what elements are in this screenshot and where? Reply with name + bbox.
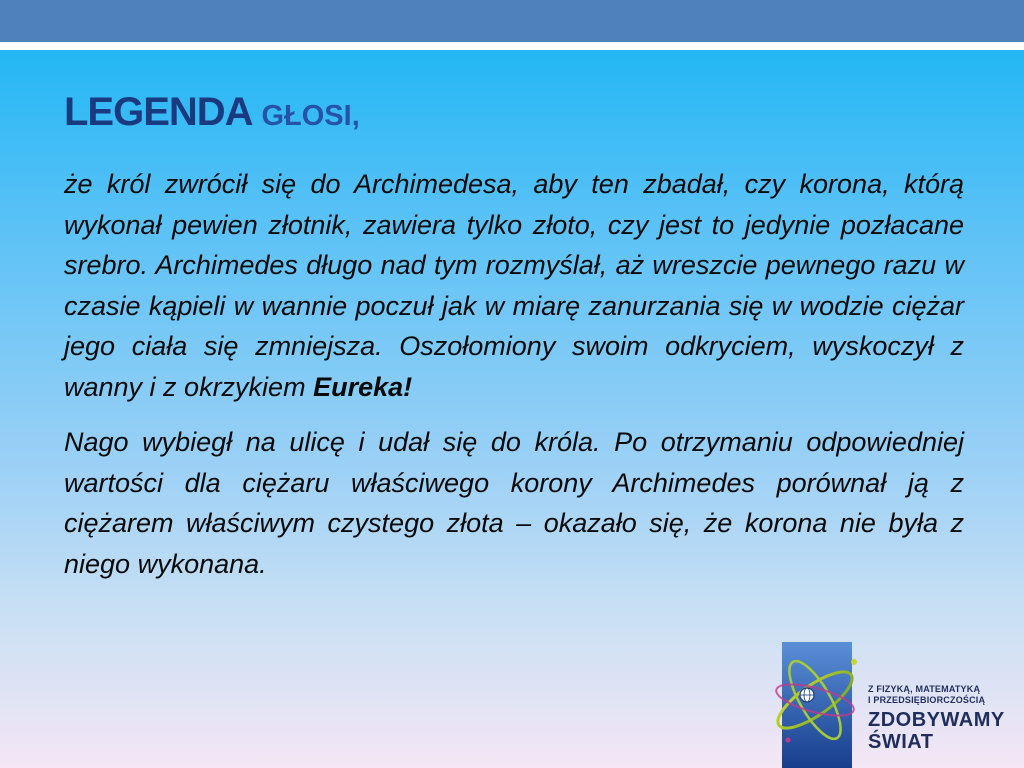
slide-title	[64, 92, 360, 132]
top-bar	[0, 0, 1024, 42]
logo-line-2: I PRZEDSIĘBIORCZOŚCIĄ	[868, 695, 986, 705]
slide-body	[64, 164, 964, 584]
logo-line-1: Z FIZYKĄ, MATEMATYKĄ	[868, 684, 981, 694]
title-sub: GŁOSI,	[261, 100, 360, 132]
paragraph-1-text: że król zwrócił się do Archimedesa, aby ten zbadał, czy korona, którą wykonał pewien złotnik, zawiera tylko złoto, czy jest to jedynie pozłacane srebro. Archimedes długo nad tym rozmyślał, aż wreszcie pewnego razu w czasie kąpieli w wannie poczuł jak w miarę zanurzania się w wodzie ciężar jego ciała się zmniejsza. Oszołomiony swoim odkryciem, wyskoczył z wanny i z okrzykiem	[64, 169, 964, 402]
logo-line-3: ZDOBYWAMY	[868, 709, 1005, 731]
paragraph-1	[64, 164, 964, 407]
top-divider	[0, 42, 1024, 50]
logo-text	[868, 684, 1005, 753]
eureka-emphasis: Eureka!	[313, 371, 413, 402]
paragraph-2: Nago wybiegł na ulicę i udał się do króla. Po otrzymaniu odpowiedniej wartości dla ciężaru właściwego korony Archimedes porównał ją z ciężarem właściwym czystego złota – okazało się, że korona nie była z niego wykonana.	[64, 427, 964, 579]
logo-emblem	[770, 640, 866, 768]
project-logo	[770, 640, 1024, 768]
title-main: LEGENDA	[64, 90, 253, 134]
logo-line-4: ŚWIAT	[868, 731, 934, 753]
